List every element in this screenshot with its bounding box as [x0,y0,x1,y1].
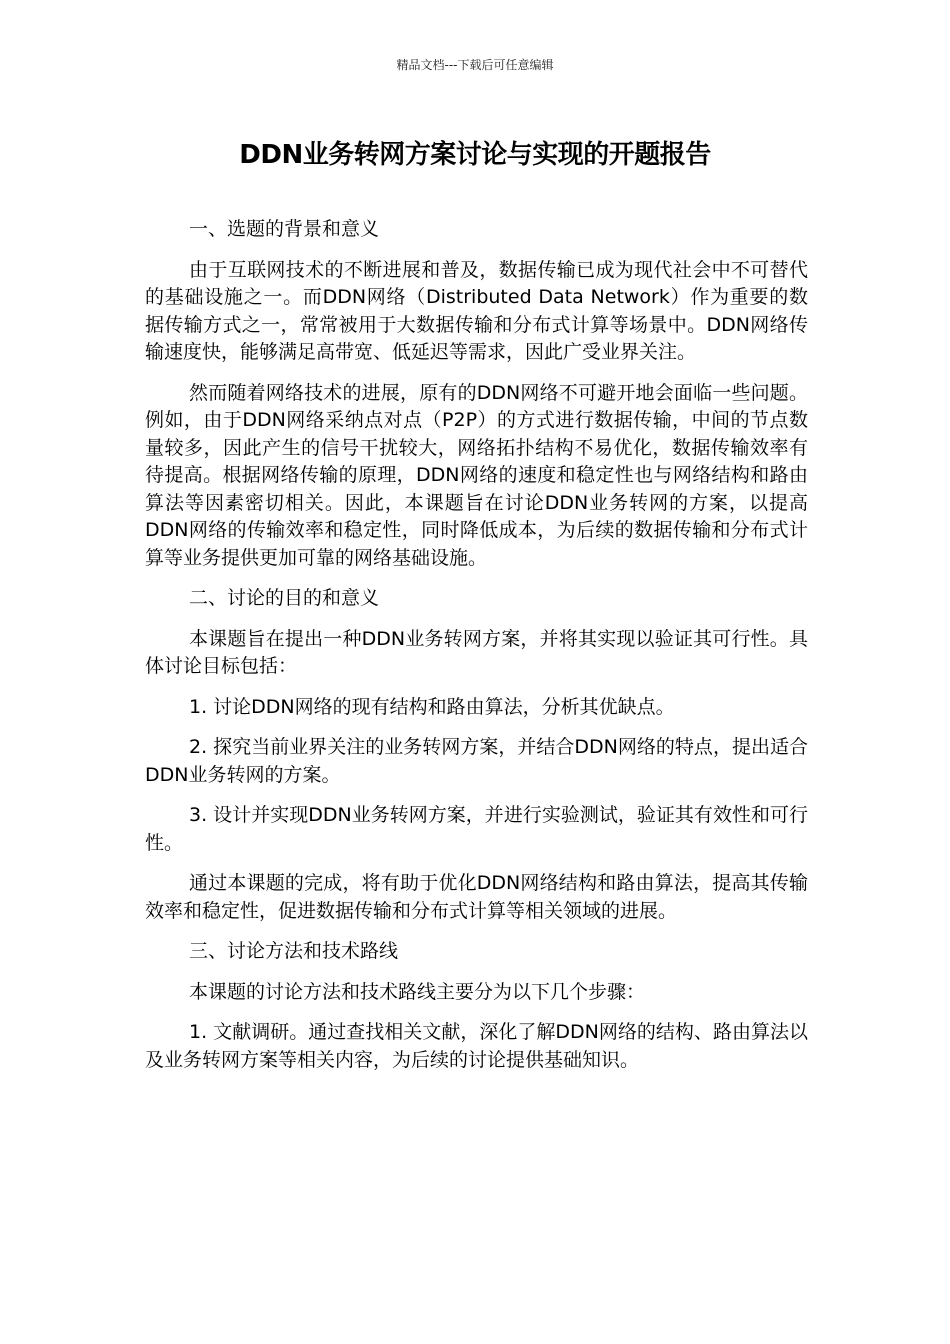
page-header: 精品文档---下载后可任意编辑 [396,58,554,72]
list-item-goal-3: 3. 设计并实现DDN业务转网方案，并进行实验测试，验证其有效性和可行性。 [145,804,808,854]
list-item-goal-1: 1. 讨论DDN网络的现有结构和路由算法，分析其优缺点。 [189,695,675,718]
list-item-step-1: 1. 文献调研。通过查找相关文献，深化了解DDN网络的结构、路由算法以及业务转网方案等相关内容，为后续的讨论提供基础知识。 [145,1021,808,1071]
document-body [145,216,808,1087]
section-heading-purpose: 二、讨论的目的和意义 [189,587,380,609]
document-title: DDN业务转网方案讨论与实现的开题报告 [239,140,711,170]
section-heading-background: 一、选题的背景和意义 [189,218,380,240]
paragraph-background-2: 然而随着网络技术的进展，原有的DDN网络不可避开地会面临一些问题。例如，由于DDN网络采纳点对点（P2P）的方式进行数据传输，中间的节点数量较多，因此产生的信号干扰较大，网络拓扑结构不易优化，数据传输效率有待提高。根据网络传输的原理，DDN网络的速度和稳定性也与网络结构和路由算法等因素密切相关。因此，本课题旨在讨论DDN业务转网的方案，以提高DDN网络的传输效率和稳定性，同时降低成本，为后续的数据传输和分布式计算等业务提供更加可靠的网络基础设施。 [145,381,808,569]
list-item-goal-2: 2. 探究当前业界关注的业务转网方案，并结合DDN网络的特点，提出适合DDN业务转网的方案。 [145,736,808,786]
paragraph-purpose-intro: 本课题旨在提出一种DDN业务转网方案，并将其实现以验证其可行性。具体讨论目标包括： [145,627,808,677]
paragraph-methods-intro: 本课题的讨论方法和技术路线主要分为以下几个步骤： [189,980,646,1003]
paragraph-background-1: 由于互联网技术的不断进展和普及，数据传输已成为现代社会中不可替代的基础设施之一。而DDN网络（Distributed Data Network）作为重要的数据传输方式之一，常常被用于大数据传输和分布式计算等场景中。DDN网络传输速度快，能够满足高带宽、低延迟等需求，因此广受业界关注。 [145,258,808,363]
paragraph-purpose-summary: 通过本课题的完成，将有助于优化DDN网络结构和路由算法，提高其传输效率和稳定性，促进数据传输和分布式计算等相关领域的进展。 [145,872,808,922]
section-heading-methods: 三、讨论方法和技术路线 [189,940,399,962]
